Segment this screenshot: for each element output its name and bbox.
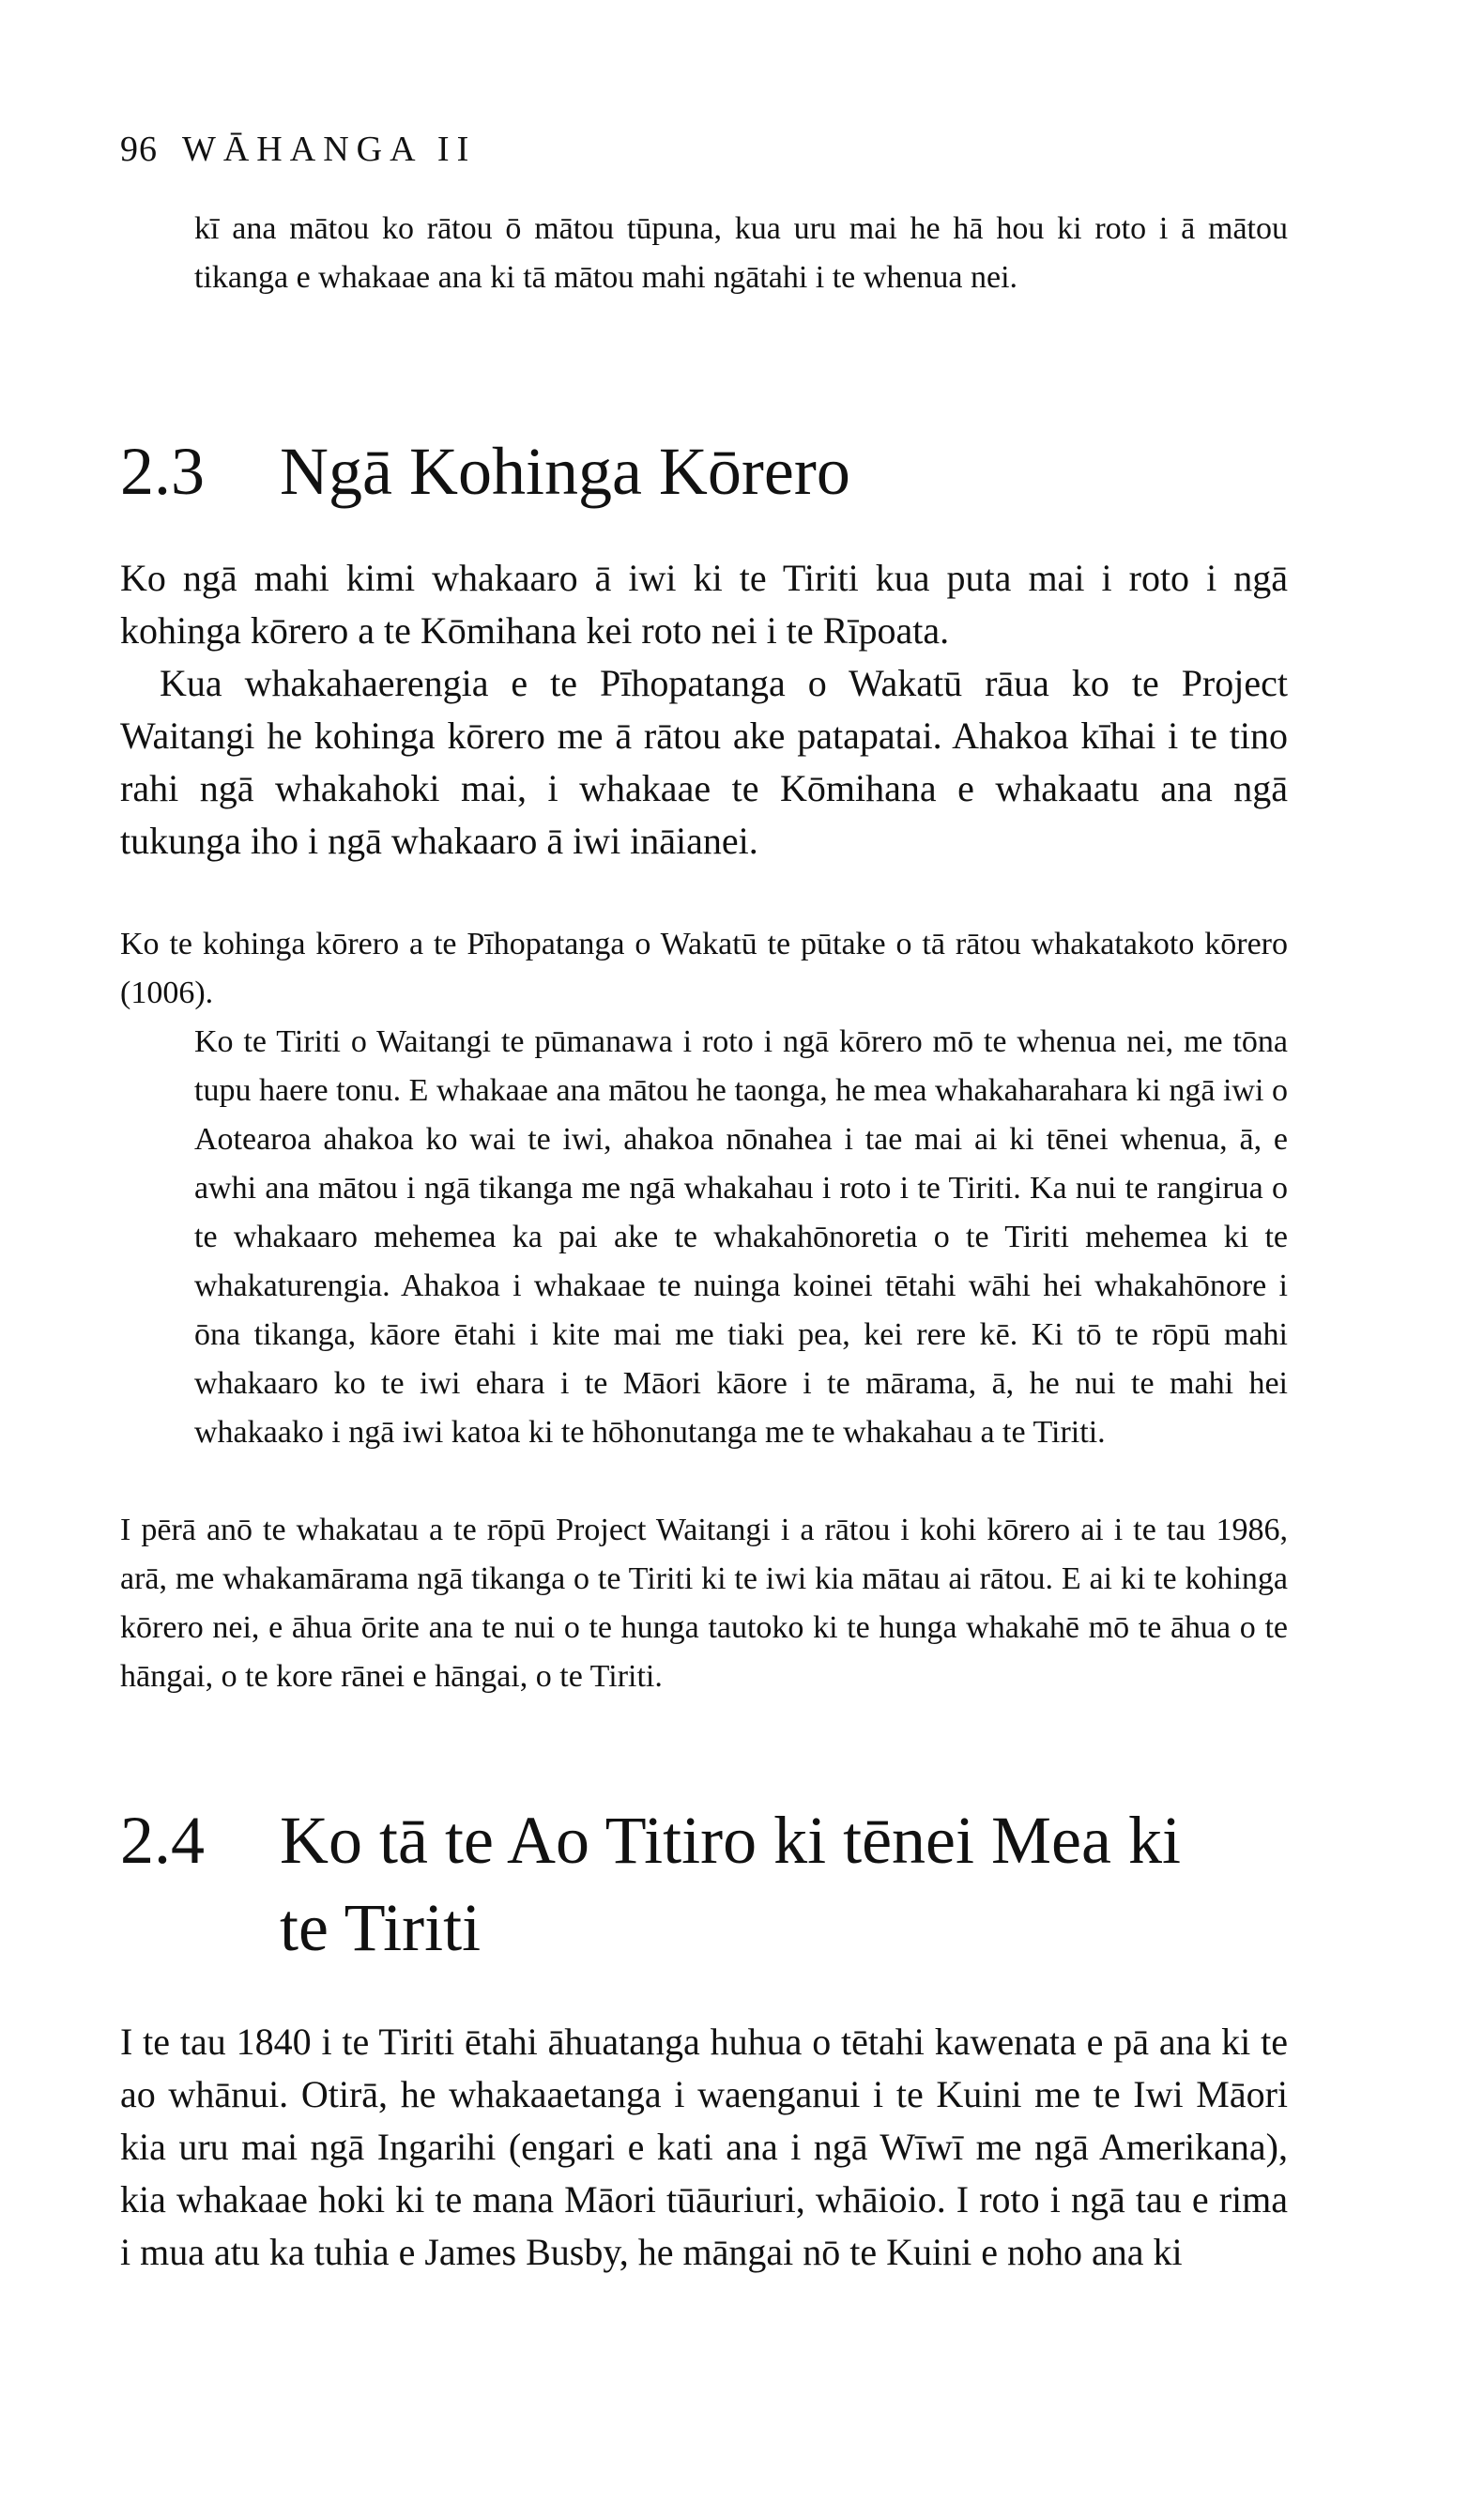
- running-header: [120, 131, 476, 167]
- section-number: 2.3: [120, 434, 205, 509]
- section-2-4-heading: [120, 1798, 1181, 1883]
- section-2-3-paragraph-3: Ko te kohinga kōrero a te Pīhopatanga o Wakatū te pūtake o tā rātou whakatakoto kōrero (1006).: [120, 927, 1288, 1010]
- section-title-line-1: Ko tā te Ao Titiro ki tēnei Mea ki: [280, 1803, 1181, 1878]
- section-2-3-heading: [120, 429, 850, 514]
- running-title: WĀHANGA II: [182, 130, 477, 169]
- section-2-4-paragraph-1: I te tau 1840 i te Tiriti ētahi āhuatanga huhua o tētahi kawenata e pā ana ki te ao whānui. Otirā, he whakaaetanga i waenganui i te Kuini me te Iwi Māori kia uru mai ngā Ingarihi (engari e kati ana i ngā Wīwī me ngā Amerikana), kia whakaae hoki ki te mana Māori tūāuriuri, whāioio. I roto i ngā tau e rima i mua atu ka tuhia e James Busby, he māngai nō te Kuini e noho ana ki: [120, 2021, 1288, 2273]
- section-2-3-paragraph-2: Kua whakahaerengia e te Pīhopatanga o Wakatū rāua ko te Project Waitangi he kohinga kōrero me ā rātou ake patapatai. Ahakoa kīhai i te tino rahi ngā whakahoki mai, i whakaae te Kōmihana e whakaatu ana ngā tukunga iho i ngā whakaaro ā iwi ināianei.: [120, 662, 1288, 862]
- section-title-line-2: te Tiriti: [280, 1890, 482, 1965]
- opening-quote-continuation: kī ana mātou ko rātou ō mātou tūpuna, kua uru mai he hā hou ki roto i ā mātou tikanga e whakaae ana ki tā mātou mahi ngātahi i te whenua nei.: [194, 211, 1288, 295]
- section-2-3-paragraph-1: Ko ngā mahi kimi whakaaro ā iwi ki te Tiriti kua puta mai i roto i ngā kohinga kōrero a te Kōmihana kei roto nei i te Rīpoata.: [120, 557, 1288, 652]
- section-2-3-blockquote: Ko te Tiriti o Waitangi te pūmanawa i roto i ngā kōrero mō te whenua nei, me tōna tupu haere tonu. E whakaae ana mātou he taonga, he mea whakaharahara ki ngā iwi o Aotearoa ahakoa ko wai te iwi, ahakoa nōnahea i tae mai ai ki tēnei whenua, ā, e awhi ana mātou i ngā tikanga me ngā whakahau i roto i te Tiriti. Ka nui te rangirua o te whakaaro mehemea ka pai ake te whakahōnoretia o te Tiriti mehemea ki te whakaturengia. Ahakoa i whakaae te nuinga koinei tētahi wāhi hei whakahōnore i ōna tikanga, kāore ētahi i kite mai me tiaki pea, kei rere kē. Ki tō te rōpū mahi whakaaro ko te iwi ehara i te Māori kāore i te mārama, ā, he nui te mahi hei whakaako i ngā iwi katoa ki te hōhonutanga me te whakahau a te Tiriti.: [194, 1024, 1288, 1450]
- section-title: Ngā Kohinga Kōrero: [280, 434, 850, 509]
- section-2-3-paragraph-4: I pērā anō te whakatau a te rōpū Project Waitangi i a rātou i kohi kōrero ai i te tau 1986, arā, me whakamārama ngā tikanga o te Tiriti ki te iwi kia mātau ai rātou. E ai ki te kohinga kōrero nei, e āhua ōrite ana te nui o te hunga tautoko ki te hunga whakahē mō te āhua o te hāngai, o te kore rānei e hāngai, o te Tiriti.: [120, 1513, 1288, 1694]
- page-number: 96: [120, 130, 158, 169]
- section-number: 2.4: [120, 1803, 205, 1878]
